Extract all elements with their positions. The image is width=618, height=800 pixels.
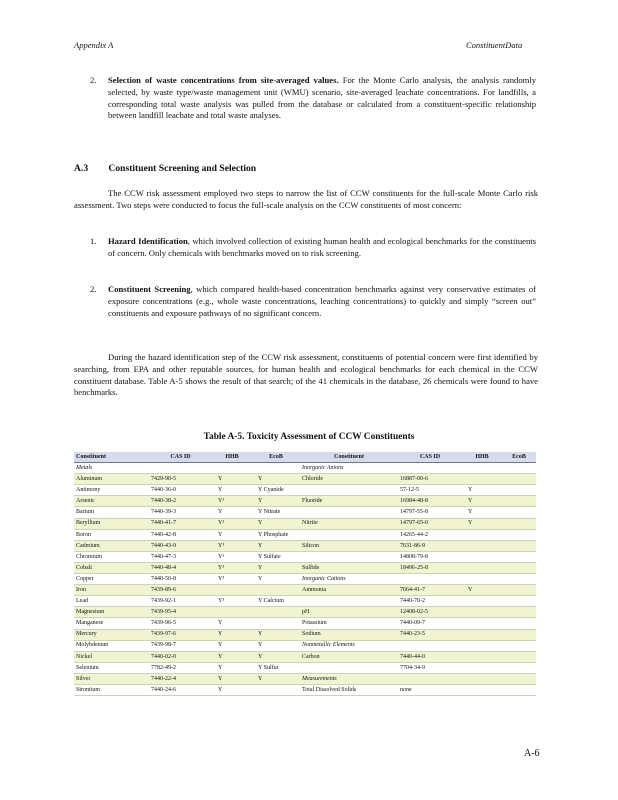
table-cell	[502, 618, 536, 629]
table-cell: Nonmetallic Elements	[300, 640, 398, 651]
table-cell: 7440-09-7	[398, 618, 462, 629]
table-cell	[502, 574, 536, 585]
table-row	[74, 551, 536, 562]
table-cell	[462, 640, 502, 651]
table-cell	[502, 551, 536, 562]
table-cell: 7440-24-6	[149, 684, 212, 695]
table-row	[74, 574, 536, 585]
intro-paragraph: The CCW risk assessment employed two steps to narrow the list of CCW constituents for the full-scale Monte Carlo risk assessment. Two steps were conducted to focus the full-scale analysis on the CCW constituents of most concern:	[74, 188, 538, 210]
table-cell: 7440-44-0	[398, 651, 462, 662]
table-cell: Beryllium	[74, 518, 149, 529]
item2-paragraph	[108, 75, 536, 122]
table-cell	[462, 684, 502, 695]
table-cell: 7440-38-2	[149, 496, 212, 507]
table-cell: 16984-48-8	[398, 496, 462, 507]
table-row	[74, 463, 536, 474]
table-cell: 7782-49-2	[149, 662, 212, 673]
table-cell: Iron	[74, 585, 149, 596]
item2-text: For the Monte Carlo analysis, the analysis randomly selected, by waste type/waste management unit (WMU) scenario, site-averaged leachate concentrations. For landfills, a corresponding total waste analysis was pulled from the database or calculated from a constituent-specific relationship between landfill leachate and total waste analyses.	[108, 75, 536, 121]
table-cell	[462, 474, 502, 485]
table-cell: 14808-79-8	[398, 551, 462, 562]
table-cell: Y¹	[212, 496, 252, 507]
table-cell: Boron	[74, 529, 149, 540]
table-cell: 7440-36-0	[149, 485, 212, 496]
table-row	[74, 585, 536, 596]
table-cell	[502, 529, 536, 540]
table-cell	[502, 474, 536, 485]
table-cell: Y	[212, 629, 252, 640]
table-cell: 7440-47-3	[149, 551, 212, 562]
table-cell: Lead	[74, 596, 149, 607]
table-row	[74, 673, 536, 684]
table-cell: Y	[462, 507, 502, 518]
list-item-2-text: , which compared health-based concentration benchmarks against very conservative estimates of exposure concentrations (e.g., whole waste concentrations, leaching concentrations) to quickly and simply “screen out” constituents and exposure pathways of no significant concern.	[108, 284, 537, 318]
table-cell	[300, 662, 398, 673]
table-cell	[502, 596, 536, 607]
table-cell	[502, 607, 536, 618]
table-cell	[149, 463, 212, 474]
table-cell: Y³	[212, 574, 252, 585]
table-cell	[462, 618, 502, 629]
header-cas-id: CAS ID	[149, 452, 212, 463]
table-cell: Y	[252, 562, 300, 573]
table-cell: 7439-92-1	[149, 596, 212, 607]
table-cell	[462, 596, 502, 607]
table-cell	[462, 662, 502, 673]
table-cell: Y	[212, 529, 252, 540]
table-cell	[502, 585, 536, 596]
table-cell	[300, 596, 398, 607]
table-cell	[462, 651, 502, 662]
list-item-2-number: 2.	[90, 284, 97, 294]
hazard-paragraph: During the hazard identification step of the CCW risk assessment, constituents of potential concern were first identified by searching, from EPA and other reputable sources, for human health and ecological benchmarks for each chemical in the CCW constituent database. Table A-5 shows the result of that search; of the 41 chemicals in the database, 26 chemicals were found to have benchmarks.	[74, 352, 538, 398]
table-cell: Y Phosphate	[252, 529, 300, 540]
table-row	[74, 618, 536, 629]
table-cell: Y	[252, 540, 300, 551]
table-cell: Sodium	[300, 629, 398, 640]
table-cell: 7664-41-7	[398, 585, 462, 596]
table-cell: Y¹	[212, 562, 252, 573]
table-row	[74, 684, 536, 695]
header-constituent-2: Constituent	[300, 452, 398, 463]
table-cell: Y¹	[212, 518, 252, 529]
table-cell: Y	[252, 474, 300, 485]
table-cell	[502, 463, 536, 474]
table-cell	[502, 651, 536, 662]
table-cell: Total Dissolved Solids	[300, 684, 398, 695]
table-cell: 14797-55-8	[398, 507, 462, 518]
table-cell	[252, 585, 300, 596]
table-cell: Magnesium	[74, 607, 149, 618]
table-cell: Y	[212, 618, 252, 629]
table-cell: 57-12-5	[398, 485, 462, 496]
table-cell: Copper	[74, 574, 149, 585]
table-cell	[252, 607, 300, 618]
table-cell	[462, 629, 502, 640]
table-row	[74, 507, 536, 518]
table-cell: 14797-65-0	[398, 518, 462, 529]
list-item-2	[108, 284, 536, 319]
table-cell: Y	[462, 485, 502, 496]
table-cell: Y Sulfate	[252, 551, 300, 562]
table-row	[74, 640, 536, 651]
table-cell: 7440-43-9	[149, 540, 212, 551]
table-cell: 16887-00-6	[398, 474, 462, 485]
table-cell: Y	[212, 474, 252, 485]
header-left: Appendix A	[74, 40, 114, 50]
table-cell: Y	[252, 574, 300, 585]
table-cell	[502, 673, 536, 684]
table-cell	[462, 529, 502, 540]
table-cell: 7440-23-5	[398, 629, 462, 640]
table-cell: Cadmium	[74, 540, 149, 551]
table-cell: Silicon	[300, 540, 398, 551]
table-cell: Y	[212, 507, 252, 518]
table-cell: Chloride	[300, 474, 398, 485]
table-cell: Chromium	[74, 551, 149, 562]
table-cell	[252, 618, 300, 629]
table-cell	[462, 607, 502, 618]
section-title: Constituent Screening and Selection	[108, 163, 257, 174]
table-cell: 7440-42-8	[149, 529, 212, 540]
table-row	[74, 485, 536, 496]
table-cell	[462, 540, 502, 551]
table-cell: Y	[212, 485, 252, 496]
table-cell	[502, 562, 536, 573]
table-row	[74, 474, 536, 485]
table-cell: Y Cyanide	[252, 485, 300, 496]
table-cell: 7429-90-5	[149, 474, 212, 485]
table-cell	[252, 463, 300, 474]
table-cell: 7439-97-6	[149, 629, 212, 640]
table-cell	[502, 540, 536, 551]
table-cell	[212, 463, 252, 474]
table-cell: Y³	[212, 596, 252, 607]
table-row	[74, 629, 536, 640]
table-cell: Arsenic	[74, 496, 149, 507]
table-cell: 7439-95-4	[149, 607, 212, 618]
table-row	[74, 651, 536, 662]
table-cell: Inorganic Cations	[300, 574, 398, 585]
table-caption: Table A-5. Toxicity Assessment of CCW Constituents	[203, 432, 415, 442]
item2-lead: Selection of waste concentrations from site-averaged values.	[108, 75, 339, 85]
table-cell	[398, 640, 462, 651]
table-cell	[398, 673, 462, 684]
table-cell: 7440-48-4	[149, 562, 212, 573]
table-cell: Fluoride	[300, 496, 398, 507]
table-cell: Y	[212, 640, 252, 651]
table-cell	[398, 463, 462, 474]
header-cas-id-2: CAS ID	[398, 452, 462, 463]
table-cell	[252, 684, 300, 695]
table-cell: none	[398, 684, 462, 695]
table-cell: Y	[252, 518, 300, 529]
header-hhb: HHB	[212, 452, 252, 463]
table-cell	[462, 463, 502, 474]
table-cell	[502, 640, 536, 651]
table-row	[74, 596, 536, 607]
table-cell: 7439-98-7	[149, 640, 212, 651]
table-cell: Metals	[74, 463, 149, 474]
table-row	[74, 540, 536, 551]
table-row	[74, 496, 536, 507]
table-cell: Y	[252, 496, 300, 507]
table-cell: Y	[462, 518, 502, 529]
table-cell	[462, 574, 502, 585]
header-ecob-2: EcoB	[502, 452, 536, 463]
table-row	[74, 662, 536, 673]
table-cell	[212, 585, 252, 596]
table-cell: Carbon	[300, 651, 398, 662]
table-cell: 14265-44-2	[398, 529, 462, 540]
list-item-2-lead: Constituent Screening	[108, 284, 191, 294]
table-header-row	[74, 452, 536, 463]
table-cell	[300, 529, 398, 540]
table-cell: 7440-50-8	[149, 574, 212, 585]
table-cell: 7704-34-9	[398, 662, 462, 673]
table-cell: 7440-41-7	[149, 518, 212, 529]
table-cell: Y	[252, 640, 300, 651]
table-cell: Y	[212, 673, 252, 684]
table-cell	[462, 673, 502, 684]
table-cell: 7631-86-9	[398, 540, 462, 551]
table-cell	[462, 562, 502, 573]
page-number: A-6	[524, 748, 540, 759]
table-cell	[462, 551, 502, 562]
table-cell: pH	[300, 607, 398, 618]
header-ecob: EcoB	[252, 452, 300, 463]
table-cell	[502, 662, 536, 673]
table-cell	[502, 496, 536, 507]
table-row	[74, 529, 536, 540]
table-cell	[502, 507, 536, 518]
table-cell: Molybdenum	[74, 640, 149, 651]
table-cell: Barium	[74, 507, 149, 518]
table-cell: Y	[212, 651, 252, 662]
table-cell	[502, 629, 536, 640]
section-heading	[74, 163, 534, 174]
table-cell: Y	[462, 496, 502, 507]
header-right: ConstituentData	[466, 40, 523, 50]
table-cell: Y Sulfur	[252, 662, 300, 673]
table-row	[74, 562, 536, 573]
table-cell: Cobalt	[74, 562, 149, 573]
table-cell	[300, 485, 398, 496]
table-cell: Y	[212, 684, 252, 695]
list-item-1-number: 1.	[90, 236, 97, 246]
table-cell: Y Nitrate	[252, 507, 300, 518]
table-cell: Ammonia	[300, 585, 398, 596]
table-cell: Antimony	[74, 485, 149, 496]
table-cell: Potassium	[300, 618, 398, 629]
list-item-1-lead: Hazard Identification	[108, 236, 188, 246]
table-row	[74, 518, 536, 529]
table-cell: Nitrite	[300, 518, 398, 529]
table-cell	[502, 684, 536, 695]
table-row	[74, 607, 536, 618]
list-item-1-text: , which involved collection of existing human health and ecological benchmarks for the constituents of concern. Only chemicals with benchmarks moved on to risk screening.	[108, 236, 536, 258]
table-cell: 7439-96-5	[149, 618, 212, 629]
table-cell: Y	[462, 585, 502, 596]
table-cell: Mercury	[74, 629, 149, 640]
table-cell: Measurements	[300, 673, 398, 684]
table-cell	[212, 607, 252, 618]
table-cell	[398, 574, 462, 585]
toxicity-table	[74, 452, 536, 696]
table-cell: Strontium	[74, 684, 149, 695]
table-cell	[502, 485, 536, 496]
table-cell: Y	[212, 662, 252, 673]
table-cell: 18496-25-8	[398, 562, 462, 573]
item2-number: 2.	[90, 75, 97, 85]
table-cell: 7440-02-0	[149, 651, 212, 662]
table-cell: 7440-70-2	[398, 596, 462, 607]
table-cell: Selenium	[74, 662, 149, 673]
table-cell: Y¹	[212, 551, 252, 562]
table-cell: Y	[252, 629, 300, 640]
table-cell: 12408-02-5	[398, 607, 462, 618]
list-item-1	[108, 236, 536, 260]
header-constituent: Constituent	[74, 452, 149, 463]
table-cell: Y	[252, 673, 300, 684]
table-cell: Y¹	[212, 540, 252, 551]
table-cell: Silver	[74, 673, 149, 684]
table-cell	[300, 551, 398, 562]
table-cell: 7440-39-3	[149, 507, 212, 518]
table-cell: Nickel	[74, 651, 149, 662]
table-cell: Y Calcium	[252, 596, 300, 607]
table-cell	[502, 518, 536, 529]
header-hhb-2: HHB	[462, 452, 502, 463]
table-cell: Aluminum	[74, 474, 149, 485]
table-cell: 7439-89-6	[149, 585, 212, 596]
section-number: A.3	[74, 163, 89, 174]
table-cell: Y	[252, 651, 300, 662]
table-cell: Sulfide	[300, 562, 398, 573]
table-cell: Manganese	[74, 618, 149, 629]
table-cell: Inorganic Anions	[300, 463, 398, 474]
table-cell	[300, 507, 398, 518]
table-cell: 7440-22-4	[149, 673, 212, 684]
